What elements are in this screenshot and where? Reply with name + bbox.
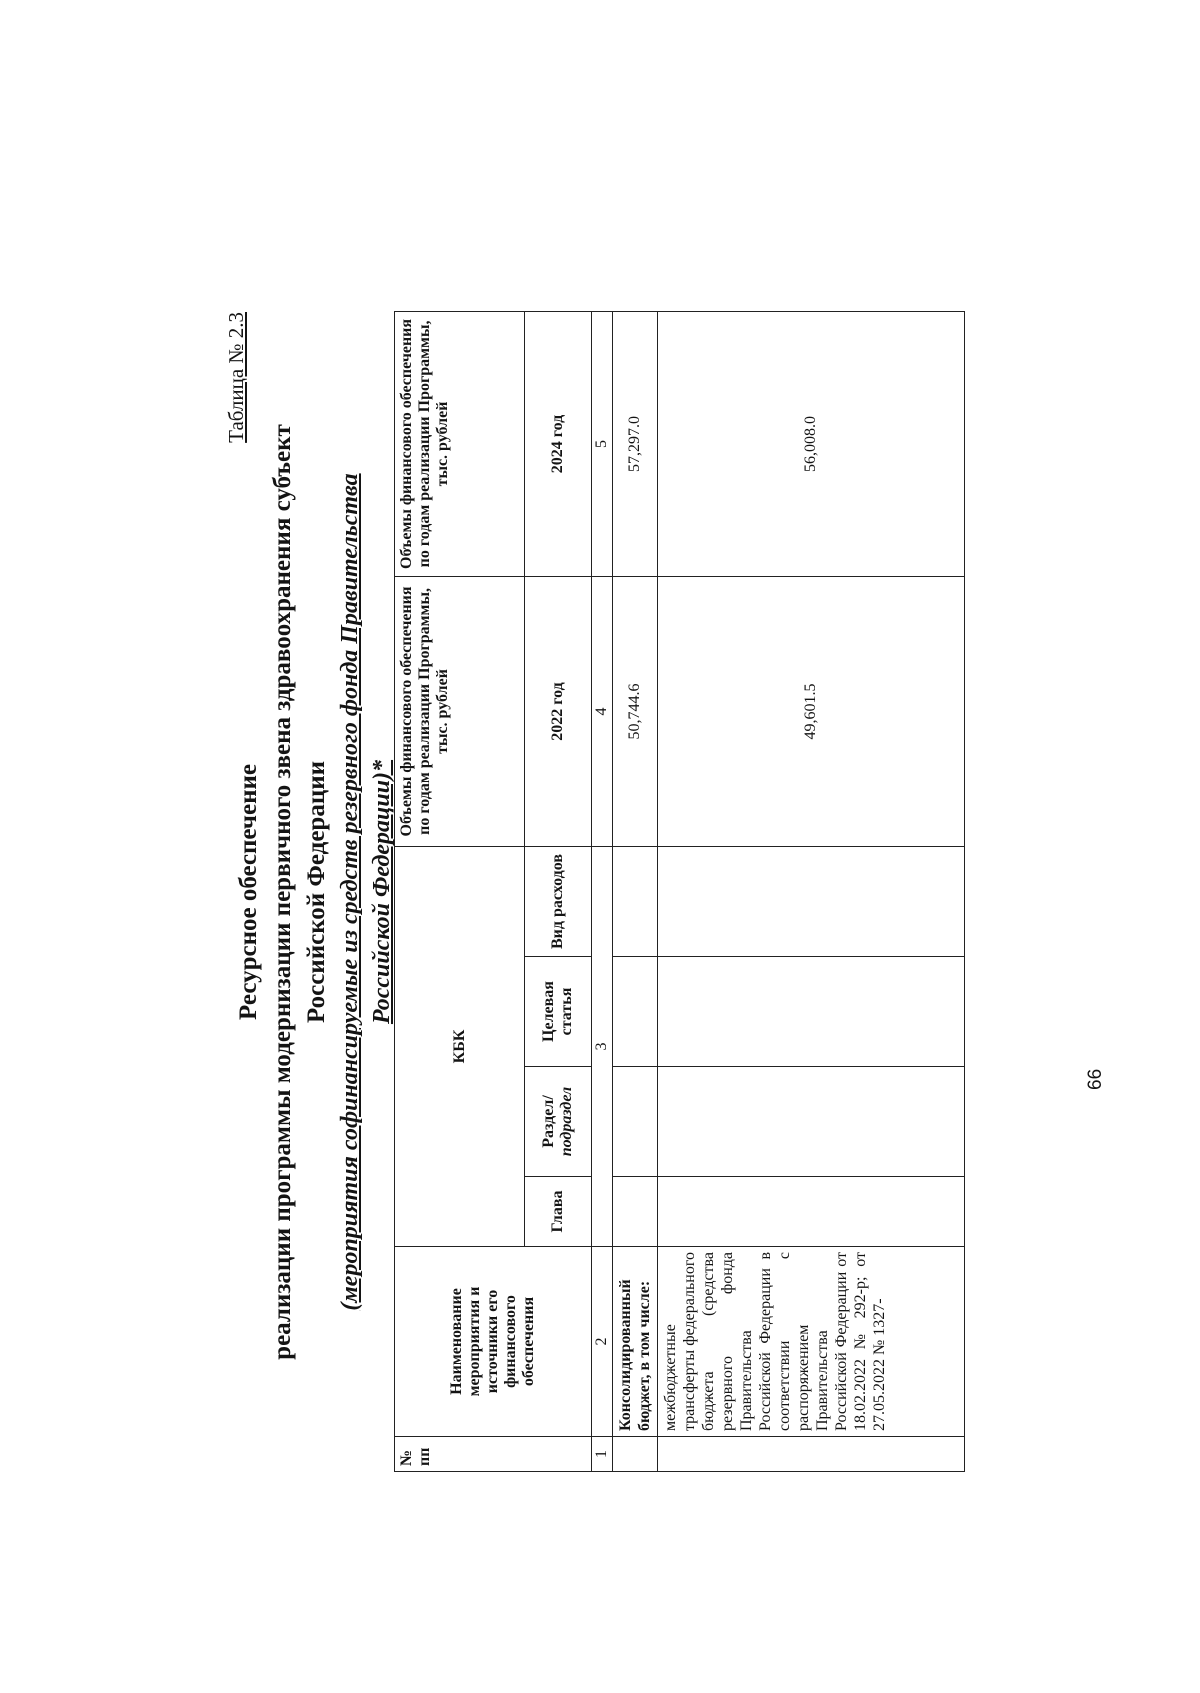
header-year-2024: 2024 год <box>525 311 592 576</box>
header-glava: Глава <box>525 1177 592 1247</box>
header-year-2022: 2022 год <box>525 576 592 846</box>
row-value-2022: 49,601.5 <box>658 576 965 846</box>
header-row-1 <box>395 311 525 1471</box>
col-number-5: 5 <box>592 311 613 576</box>
header-vid: Вид расходов <box>525 846 592 956</box>
title-line-2: реализации программы модернизации первичного звена здравоохранения субъект <box>269 424 296 1360</box>
row-value-2024: 57,297.0 <box>613 311 658 576</box>
header-kbk: КБК <box>395 846 525 1246</box>
row-glava <box>658 1177 965 1247</box>
row-name-consolidated: Консолидированный бюджет, в том числе: <box>613 1247 658 1437</box>
resource-table <box>394 311 965 1472</box>
title-line-3: Российской Федерации <box>303 760 330 1024</box>
rotated-page-content <box>222 312 1102 1472</box>
row-vid <box>658 846 965 956</box>
col-number-3: 3 <box>592 846 613 1246</box>
column-number-row <box>592 311 613 1471</box>
table-row <box>658 311 965 1471</box>
page-number: 66 <box>1085 1068 1106 1090</box>
row-celevaya <box>658 957 965 1067</box>
header-celevaya: Целевая статья <box>525 957 592 1067</box>
row-value-2022: 50,744.6 <box>613 576 658 846</box>
title-line-1: Ресурсное обеспечение <box>235 764 262 1021</box>
row-name-transfers: межбюджетные трансферты федерального бюджета (средства резервного фонда Правительства Российской Федерации в соответствии с распоряжением Правительства Российской Федерации от 18.02.2022 № 292-р; от 27.05.2022 № 1327- <box>658 1247 965 1437</box>
header-volume-2: Объемы финансового обеспечения по годам реализации Программы, тыс. рублей <box>395 311 525 576</box>
row-num <box>658 1437 965 1472</box>
row-razdel <box>658 1067 965 1177</box>
col-number-2: 2 <box>592 1247 613 1437</box>
header-num: № пп <box>395 1437 592 1472</box>
subtitle-line-1: (мероприятия софинансируемые из средств резервного фонда Правительства <box>337 473 363 1311</box>
col-number-1: 1 <box>592 1437 613 1472</box>
table-row <box>613 311 658 1471</box>
row-vid <box>613 846 658 956</box>
row-value-2024: 56,008.0 <box>658 311 965 576</box>
col-number-4: 4 <box>592 576 613 846</box>
header-name: Наименование мероприятия и источники его финансового обеспечения <box>395 1247 592 1437</box>
table-label: Таблица № 2.3 <box>224 312 248 443</box>
header-razdel: Раздел/ подраздел <box>525 1067 592 1177</box>
row-num <box>613 1437 658 1472</box>
header-volume-1: Объемы финансового обеспечения по годам реализации Программы, тыс. рублей <box>395 576 525 846</box>
row-celevaya <box>613 957 658 1067</box>
row-razdel <box>613 1067 658 1177</box>
subtitle-line-2: Российской Федерации)* <box>369 759 395 1025</box>
title-block <box>232 312 398 1472</box>
row-glava <box>613 1177 658 1247</box>
